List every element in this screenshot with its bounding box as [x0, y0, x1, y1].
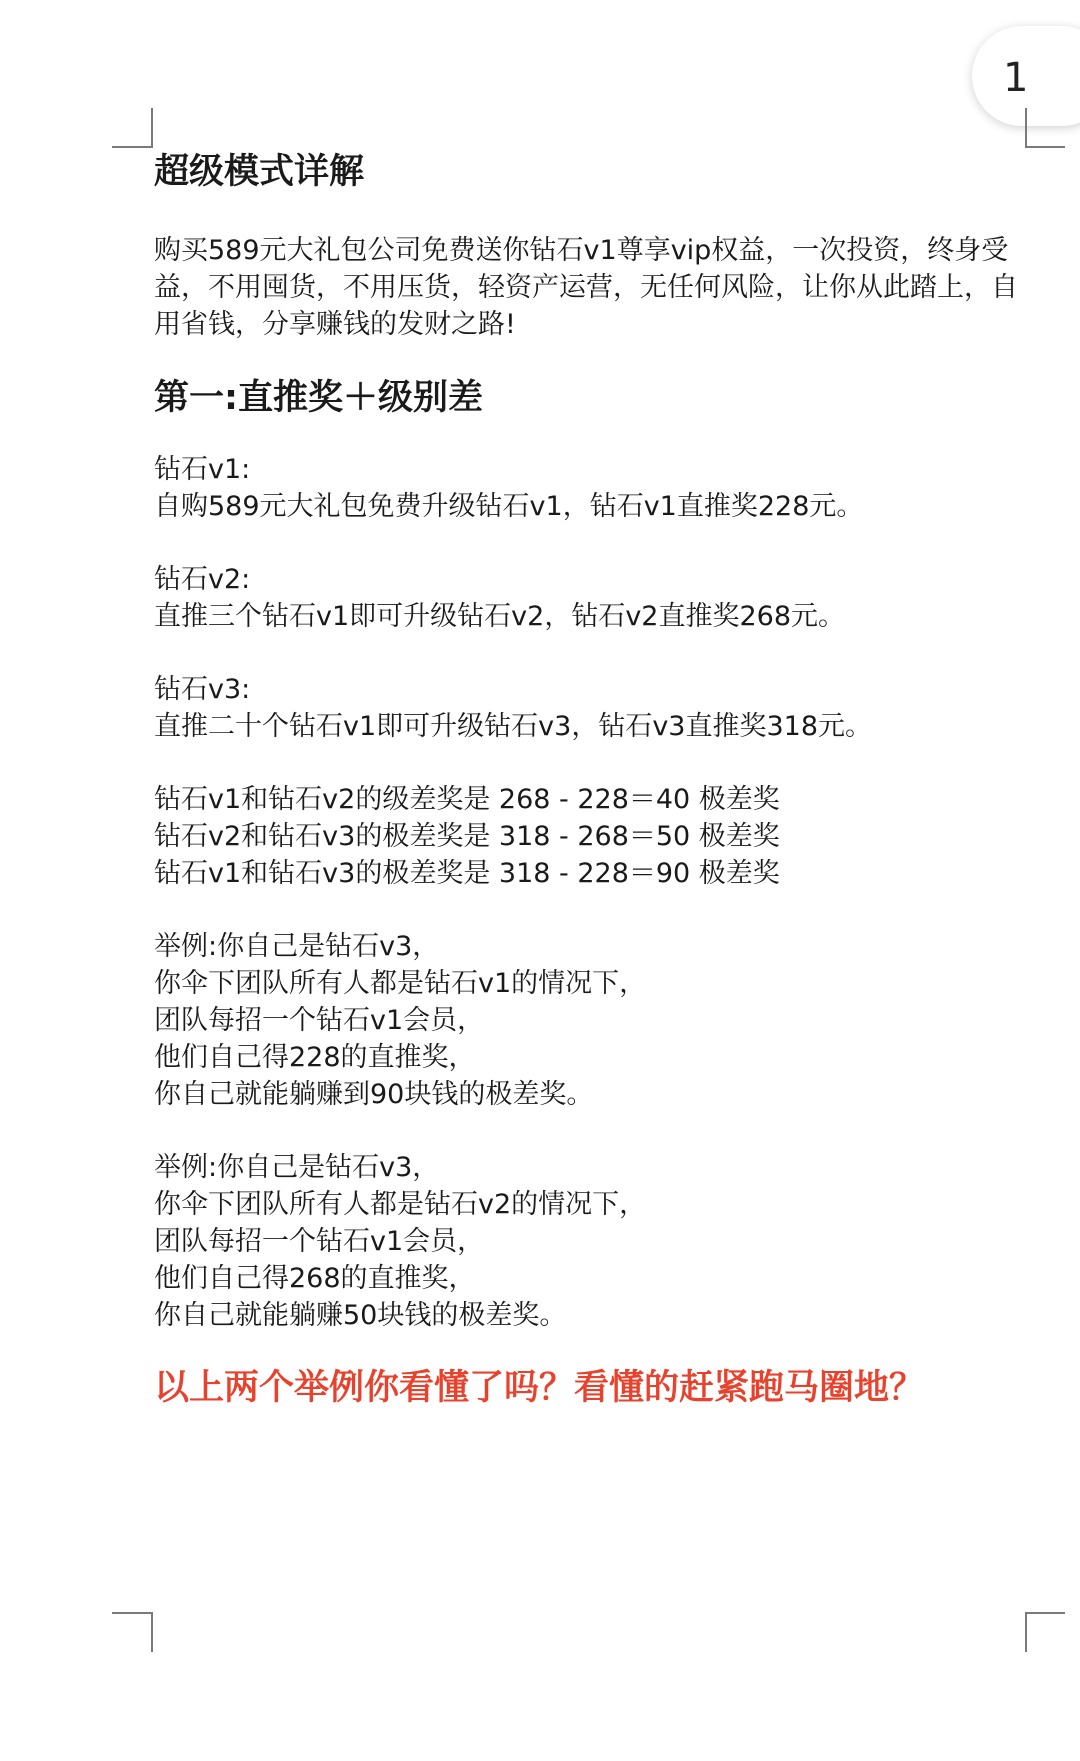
example-line: 你自己就能躺赚50块钱的极差奖。 [154, 1300, 567, 1331]
difference-line: 钻石v2和钻石v3的极差奖是 318 - 268＝50 极差奖 [154, 821, 780, 852]
document-body [154, 146, 1034, 1414]
example-line: 他们自己得268的直推奖， [154, 1263, 476, 1294]
example-line: 举例:你自己是钻石v3， [154, 931, 440, 962]
differences-block [154, 781, 1034, 892]
page-number: 1 [1003, 55, 1029, 101]
level-label: 钻石v1: [154, 454, 251, 485]
closing-callout: 以上两个举例你看懂了吗？看懂的赶紧跑马圈地？ [154, 1368, 925, 1408]
example-line: 团队每招一个钻石v1会员， [154, 1005, 485, 1036]
example-line: 举例:你自己是钻石v3， [154, 1152, 440, 1183]
level-description: 自购589元大礼包免费升级钻石v1，钻石v1直推奖228元。 [154, 491, 864, 522]
crop-mark-bottom-right [1025, 1612, 1065, 1614]
example-line: 你自己就能躺赚到90块钱的极差奖。 [154, 1079, 594, 1110]
level-block [154, 561, 1034, 635]
level-block [154, 451, 1034, 525]
example-block [154, 928, 1034, 1113]
crop-mark-bottom-left [151, 1612, 153, 1652]
example-line: 他们自己得228的直推奖， [154, 1042, 476, 1073]
difference-line: 钻石v1和钻石v2的级差奖是 268 - 228＝40 极差奖 [154, 784, 780, 815]
level-description: 直推三个钻石v1即可升级钻石v2，钻石v2直推奖268元。 [154, 601, 846, 632]
difference-line: 钻石v1和钻石v3的极差奖是 318 - 228＝90 极差奖 [154, 858, 780, 889]
crop-mark-top-right [1025, 108, 1027, 148]
level-block [154, 671, 1034, 745]
level-label: 钻石v3: [154, 674, 251, 705]
crop-mark-bottom-left [112, 1612, 153, 1614]
level-description: 直推二十个钻石v1即可升级钻石v3，钻石v3直推奖318元。 [154, 711, 873, 742]
crop-mark-top-left [151, 108, 153, 148]
document-title: 超级模式详解 [154, 152, 365, 192]
example-line: 团队每招一个钻石v1会员， [154, 1226, 485, 1257]
level-label: 钻石v2: [154, 564, 251, 595]
example-line: 你伞下团队所有人都是钻石v2的情况下， [154, 1189, 647, 1220]
section-heading: 第一:直推奖＋级别差 [154, 378, 483, 418]
crop-mark-top-left [112, 146, 153, 148]
crop-mark-bottom-right [1025, 1612, 1027, 1652]
intro-paragraph: 购买589元大礼包公司免费送你钻石v1尊享vip权益，一次投资，终身受益，不用囤货，不用压货，轻资产运营，无任何风险，让你从此踏上，自用省钱，分享赚钱的发财之路! [154, 235, 1018, 340]
example-line: 你伞下团队所有人都是钻石v1的情况下， [154, 968, 647, 999]
example-block [154, 1149, 1034, 1334]
